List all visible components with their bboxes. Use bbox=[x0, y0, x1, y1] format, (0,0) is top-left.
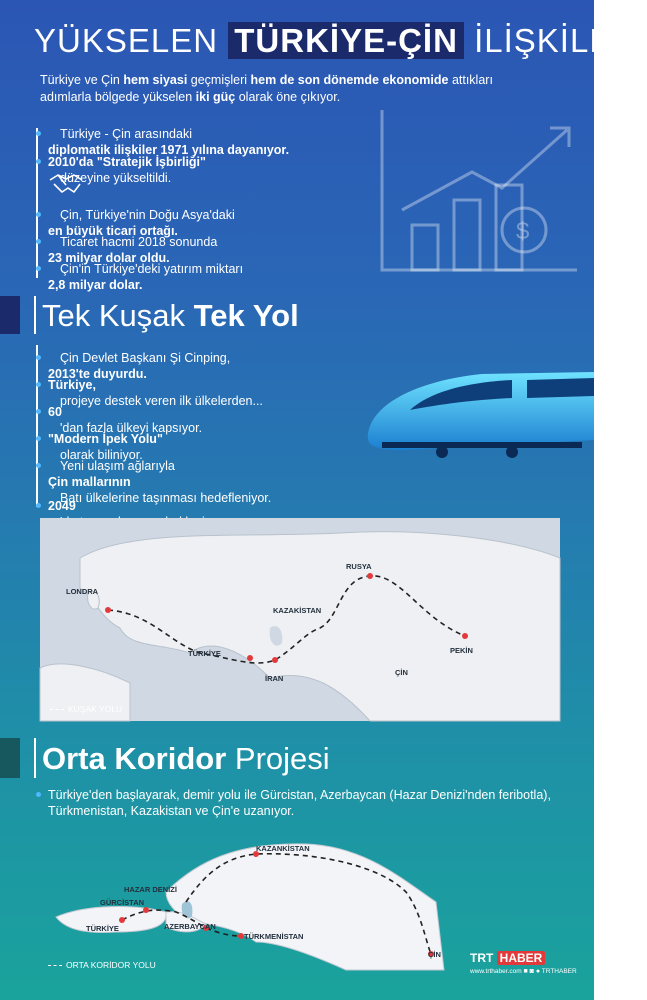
label-turkiye: TÜRKİYE bbox=[188, 649, 221, 658]
corridor-map-legend: ORTA KORİDOR YOLU bbox=[48, 960, 156, 970]
label-hazar: HAZAR DENİZİ bbox=[124, 885, 177, 894]
brand-social: TRTHABER bbox=[541, 968, 577, 975]
label-turkiye: TÜRKİYE bbox=[86, 924, 119, 933]
belt-item: Yeni ulaşım ağlarıyla Çin mallarının Batı ülkelerine taşınması hedefleniyor. bbox=[36, 458, 356, 506]
label-pekin: PEKİN bbox=[450, 646, 473, 655]
fact-item: Çin, Türkiye'nin Doğu Asya'daki en büyük ticari ortağı. bbox=[36, 207, 456, 239]
section-title-belt: Tek Kuşak Tek Yol bbox=[42, 298, 299, 333]
section-divider bbox=[34, 296, 36, 334]
section-marker bbox=[0, 296, 20, 334]
fact-item: Ticaret hacmi 2018 sonunda 23 milyar dolar oldu. bbox=[36, 234, 456, 266]
corridor-text: Türkiye'den başlayarak, demir yolu ile Gürcistan, Azerbaycan (Hazar Denizi'nden feribotla), Türkmenistan, Kazakistan ve Çin'e uzanıyor. bbox=[36, 787, 581, 819]
belt-map-legend: KUŞAK YOLU bbox=[50, 704, 122, 714]
section-marker bbox=[0, 738, 20, 778]
train-icon bbox=[362, 362, 594, 462]
title-prefix: YÜKSELEN bbox=[34, 22, 229, 59]
fact-item: Çin'in Türkiye'deki yatırım miktarı 2,8 milyar dolar. bbox=[36, 261, 456, 293]
title-highlight: TÜRKİYE-ÇİN bbox=[228, 22, 464, 59]
label-cin: ÇİN bbox=[395, 668, 408, 677]
section-title-corridor: Orta Koridor Projesi bbox=[42, 741, 330, 776]
handshake-icon bbox=[48, 172, 84, 196]
fact-item: 2010'da "Stratejik İşbirliği" düzeyine yükseltildi. bbox=[36, 154, 456, 186]
brand-logo bbox=[470, 951, 545, 965]
label-kazakistan: KAZANKİSTAN bbox=[256, 844, 310, 853]
belt-map-shapes bbox=[40, 518, 560, 721]
section-divider bbox=[34, 738, 36, 778]
svg-text:$: $ bbox=[516, 218, 530, 245]
belt-item: Türkiye, projeye destek veren ilk ülkelerden... bbox=[36, 377, 376, 409]
brand-trt: TRT bbox=[470, 951, 494, 965]
label-rusya: RUSYA bbox=[346, 562, 372, 571]
intro-text: Türkiye ve Çin hem siyasi geçmişleri hem de son dönemde ekonomide attıkları adımlarla bölgede yükselen iki güç olarak öne çıkıyor. bbox=[40, 73, 493, 104]
brand-haber: HABER bbox=[497, 951, 546, 965]
belt-item: 2049 bbox=[36, 498, 376, 530]
belt-item: "Modern İpek Yolu" olarak biliniyor. bbox=[36, 431, 376, 463]
label-azerbaycan: AZERBAYCAN bbox=[164, 922, 216, 931]
brand-site[interactable]: www.trthaber.com bbox=[470, 968, 522, 975]
title-suffix: İLİŞKİLERİ bbox=[463, 22, 647, 59]
label-kazakistan: KAZAKİSTAN bbox=[273, 606, 322, 615]
corridor-map bbox=[46, 832, 446, 970]
page-title bbox=[34, 22, 647, 60]
label-gurcistan: GÜRCİSTAN bbox=[100, 898, 145, 907]
belt-map bbox=[40, 518, 560, 721]
label-iran: İRAN bbox=[265, 674, 284, 683]
belt-item: Çin Devlet Başkanı Şi Cinping, 2013'te duyurdu. bbox=[36, 350, 376, 382]
label-cin: ÇİN bbox=[428, 950, 441, 959]
social-icons: ■ ◙ ● bbox=[523, 968, 541, 975]
brand-footer bbox=[470, 968, 577, 975]
fact-item: Türkiye - Çin arasındaki diplomatik ilişkiler 1971 yılına dayanıyor. bbox=[36, 126, 456, 158]
label-londra: LONDRA bbox=[66, 587, 99, 596]
label-turkmenistan: TÜRKMENİSTAN bbox=[244, 932, 304, 941]
belt-item: 60 'dan fazla ülkeyi kapsıyor. bbox=[36, 404, 376, 436]
